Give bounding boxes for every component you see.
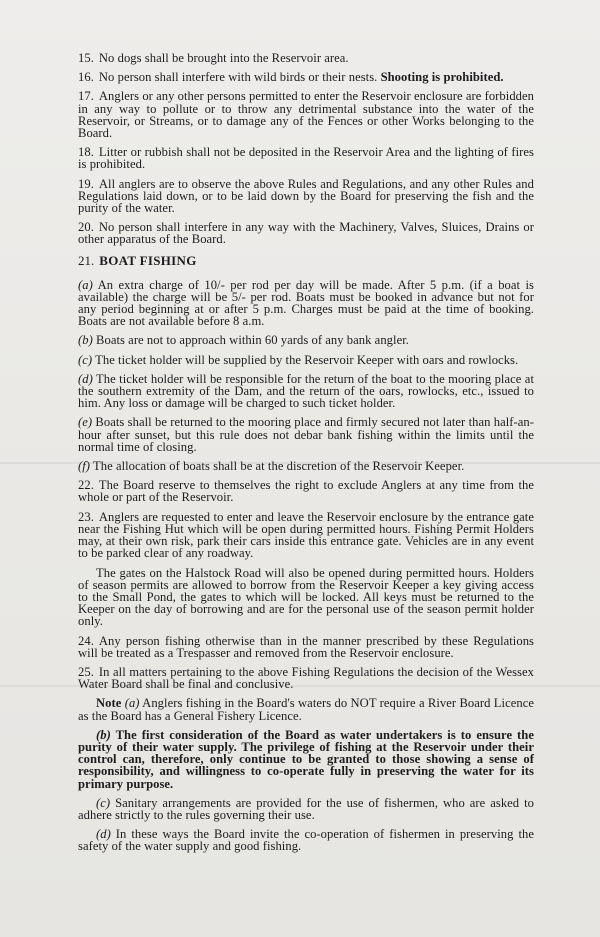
clause-label: (c): [96, 795, 111, 810]
clause-text: The first consideration of the Board as water undertakers is to ensure the purity of their water supply. The privilege of fishing at the Reservoir under their control can, therefore, only continue to be granted to those showing a sense of responsibility, and willingness to co-operate fully in preserving the water for its primary purpose.: [78, 727, 534, 791]
section-title: BOAT FISHING: [99, 252, 197, 268]
rule-number: 24.: [78, 633, 94, 648]
clause-text: Boats are not to approach within 60 yards of any bank angler.: [92, 333, 409, 348]
rule-number: 22.: [78, 478, 94, 493]
rule-15: [78, 52, 534, 64]
rule-text: The Board reserve to themselves the right to exclude Anglers at any time from the whole or part of the Reservoir.: [78, 478, 534, 505]
boat-rule-a: [78, 279, 534, 328]
rule-number: 23.: [78, 509, 94, 524]
rule-text: No person shall interfere in any way with the Machinery, Valves, Sluices, Drains or other apparatus of the Board.: [78, 220, 534, 247]
clause-text: In these ways the Board invite the co-operation of fishermen in preserving the safety of the water supply and good fishing.: [78, 827, 534, 854]
rule-text: Any person fishing otherwise than in the manner prescribed by these Regulations will be treated as a Trespasser and removed from the Reservoir enclosure.: [78, 633, 534, 660]
clause-label: (b): [78, 333, 93, 348]
rule-emphasis: Shooting is prohibited.: [380, 70, 504, 85]
clause-text: The allocation of boats shall be at the discretion of the Reservoir Keeper.: [90, 459, 465, 474]
rule-text: Anglers or any other persons permitted to enter the Reservoir enclosure are forbidden in any way to pollute or to throw any detrimental substance into the water of the Reservoir, or Streams, or to damage any of the Fences or other Works belonging to the Board.: [78, 89, 534, 141]
rule-text: The gates on the Halstock Road will also be opened during permitted hours. Holders of season permits are allowed to borrow from the Reservoir Keeper a key giving access to the Small Pond, the gates to which will be locked. All keys must be returned to the Keeper on the day of borrowing and are for the personal use of the season permit holder only.: [78, 565, 534, 629]
clause-label: (d): [96, 827, 111, 842]
boat-rule-e: [78, 416, 534, 453]
rule-23: [78, 511, 534, 560]
note-lead: Note: [96, 696, 122, 711]
clause-text: Boats shall be returned to the mooring place and firmly secured not later than half-an-hour after sunset, but this rule does not debar bank fishing within the limits until the normal time of closing.: [78, 415, 534, 454]
paper-fold-line: [0, 462, 600, 464]
clause-text: Anglers fishing in the Board's waters do NOT require a River Board Licence as the Board has a General Fishery Licence.: [78, 696, 535, 723]
rule-text: No person shall interfere with wild birds or their nests.: [98, 70, 381, 85]
rule-number: 15.: [78, 51, 94, 65]
rule-number: 20.: [78, 220, 94, 235]
clause-label: (d): [78, 371, 93, 386]
note-c: [78, 797, 534, 821]
rule-text: No dogs shall be brought into the Reservoir area.: [98, 51, 349, 65]
rule-18: [78, 146, 534, 170]
rule-17: [78, 90, 534, 139]
clause-label: (f): [78, 459, 91, 474]
clause-text: The ticket holder will be supplied by the Reservoir Keeper with oars and rowlocks.: [92, 352, 519, 367]
clause-text: Sanitary arrangements are provided for the use of fishermen, who are asked to adhere strictly to the rules governing their use.: [78, 795, 534, 822]
rule-20: [78, 221, 534, 245]
rule-22: [78, 479, 534, 503]
rule-16: [78, 71, 534, 83]
clause-label: (c): [78, 352, 93, 367]
rule-19: [78, 178, 534, 215]
note-d: [78, 828, 534, 852]
section-heading-boat-fishing: [78, 254, 534, 268]
clause-label: (e): [78, 415, 93, 430]
rule-number: 16.: [78, 70, 94, 85]
rule-text: In all matters pertaining to the above Fishing Regulations the decision of the Wessex Water Board shall be final and conclusive.: [78, 664, 534, 692]
rule-text: Anglers are requested to enter and leave the Reservoir enclosure by the entrance gate near the Fishing Hut which will be open during permitted hours. Fishing Permit Holders may, at their own risk, park their cars inside this entrance gate. Vehicles are in any event to be parked clear of any roadway.: [78, 509, 534, 561]
clause-label: (b): [96, 727, 111, 742]
rule-text: All anglers are to observe the above Rules and Regulations, and any other Rules and Regulations laid down, or to be laid down by the Board for preserving the fish and the purity of the water.: [78, 176, 534, 216]
rule-number: 18.: [78, 145, 94, 160]
note-b: [78, 729, 534, 790]
clause-label: (a): [124, 696, 140, 711]
rule-text: Litter or rubbish shall not be deposited in the Reservoir Area and the lighting of fires is prohibited.: [78, 145, 534, 172]
rule-number: 25.: [78, 664, 94, 679]
boat-rule-d: [78, 373, 534, 410]
clause-label: (a): [78, 277, 93, 292]
rule-number: 17.: [78, 89, 94, 104]
note-a: [78, 697, 534, 721]
boat-rule-c: [78, 354, 534, 366]
rule-23-continued: [78, 567, 534, 628]
paper-fold-line: [0, 685, 600, 687]
section-number: 21.: [78, 252, 95, 268]
rule-24: [78, 635, 534, 659]
clause-text: An extra charge of 10/- per rod per day will be made. After 5 p.m. (if a boat is available) the charge will be 5/- per rod. Boats must be booked in advance but not for any period beginning at or after 5 p.m. Charges must be paid at the time of booking. Boats are not available before 8 a.m.: [78, 277, 534, 329]
clause-text: The ticket holder will be responsible for the return of the boat to the mooring place at the southern extremity of the Dam, and the return of the oars, rowlocks, etc., issued to him. Any loss or damage will be charged to such ticket holder.: [78, 371, 534, 411]
boat-rule-b: [78, 334, 534, 346]
rule-number: 19.: [78, 176, 94, 191]
